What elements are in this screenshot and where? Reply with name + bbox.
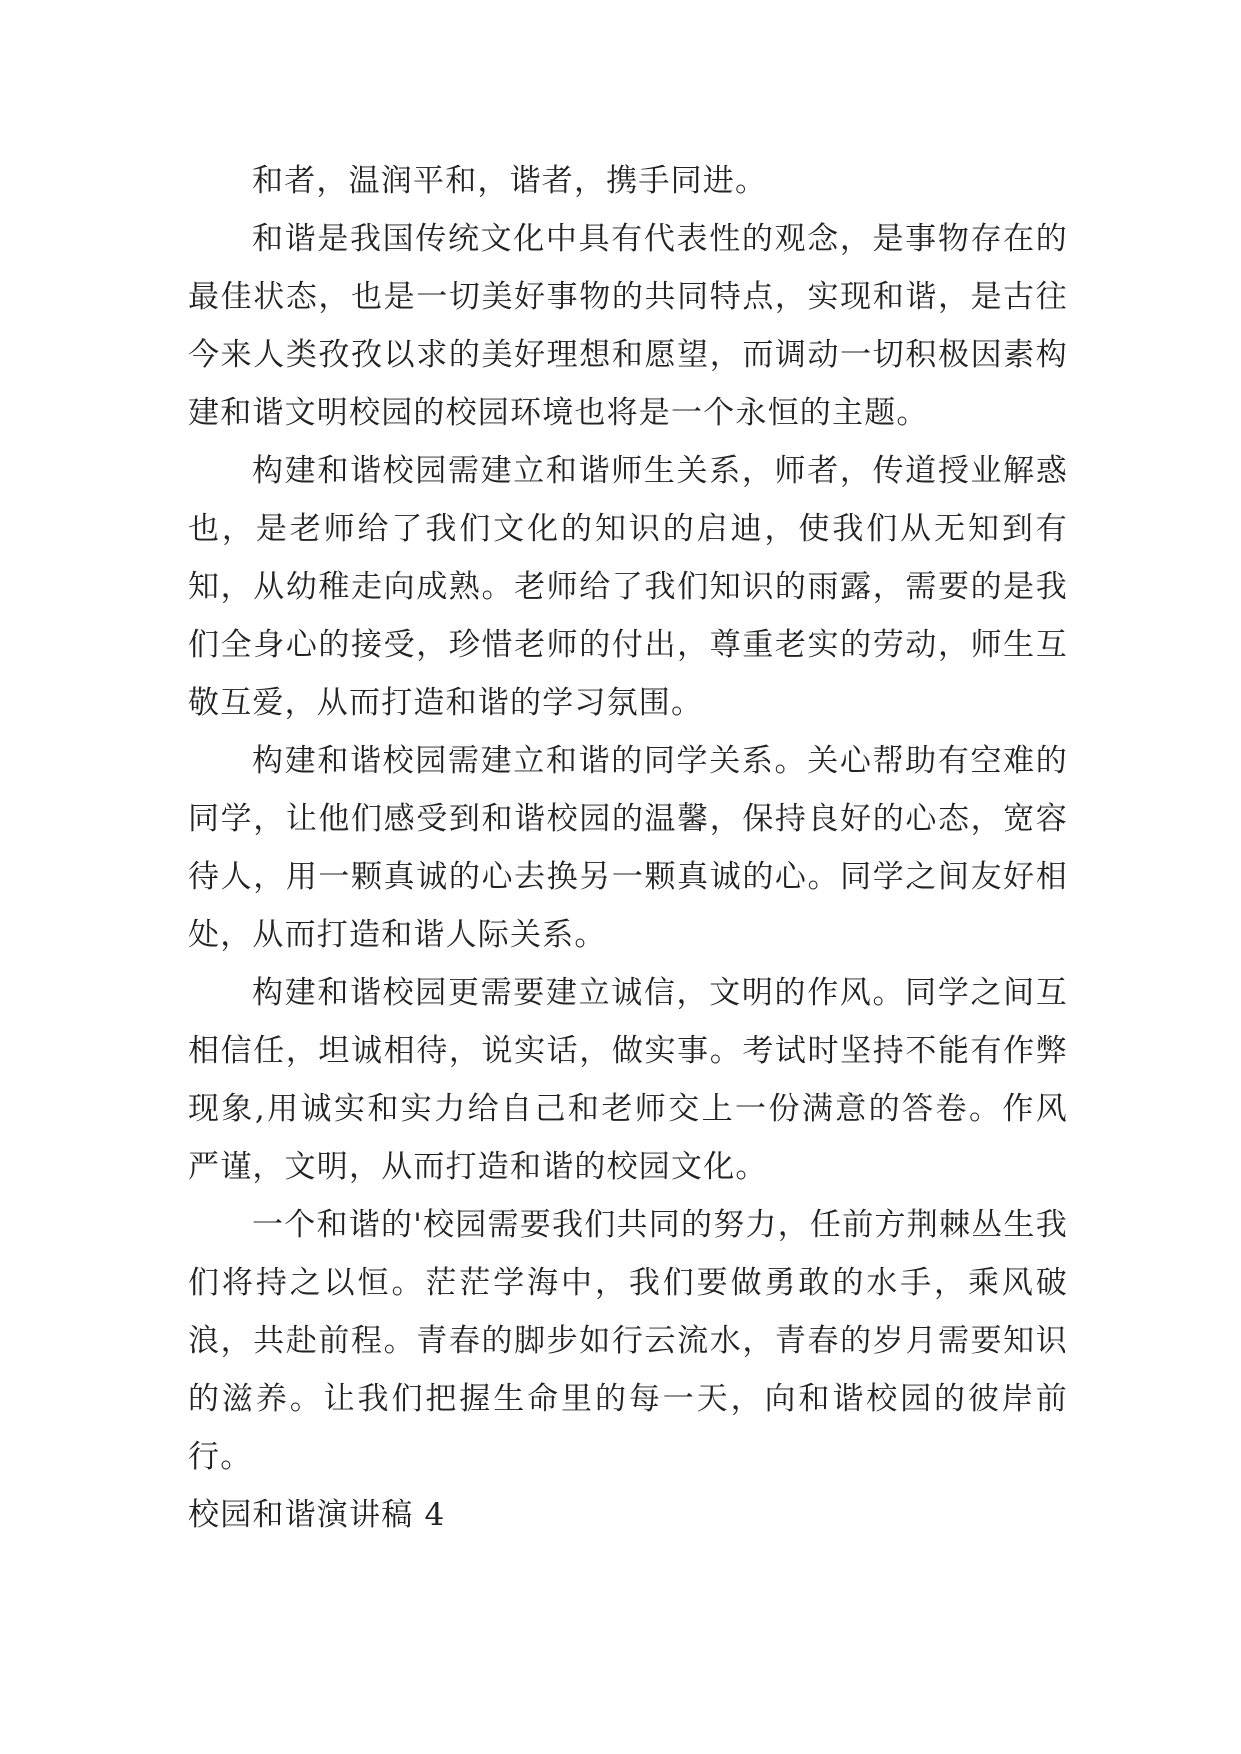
paragraph: 构建和谐校园需建立和谐师生关系，师者，传道授业解惑也，是老师给了我们文化的知识的启迪，使我们从无知到有知，从幼稚走向成熟。老师给了我们知识的雨露，需要的是我们全身心的接受，珍惜老师的付出，尊重老实的劳动，师生互敬互爱，从而打造和谐的学习氛围。 xyxy=(188,453,1068,721)
paragraph: 和谐是我国传统文化中具有代表性的观念，是事物存在的最佳状态，也是一切美好事物的共同特点，实现和谐，是古往今来人类孜孜以求的美好理想和愿望，而调动一切积极因素构建和谐文明校园的校园环境也将是一个永恒的主题。 xyxy=(188,221,1068,431)
document-body xyxy=(188,152,1068,1544)
paragraph: 构建和谐校园更需要建立诚信，文明的作风。同学之间互相信任，坦诚相待，说实话，做实事。考试时坚持不能有作弊现象,用诚实和实力给自己和老师交上一份满意的答卷。作风严谨，文明，从而打造和谐的校园文化。 xyxy=(188,975,1068,1185)
paragraph: 一个和谐的'校园需要我们共同的努力，任前方荆棘丛生我们将持之以恒。茫茫学海中，我们要做勇敢的水手，乘风破浪，共赴前程。青春的脚步如行云流水，青春的岁月需要知识的滋养。让我们把握生命里的每一天，向和谐校园的彼岸前行。 xyxy=(188,1207,1068,1475)
paragraph: 和者，温润平和，谐者，携手同进。 xyxy=(252,163,768,199)
section-heading: 校园和谐演讲稿 4 xyxy=(188,1497,446,1533)
paragraph: 构建和谐校园需建立和谐的同学关系。关心帮助有空难的同学，让他们感受到和谐校园的温馨，保持良好的心态，宽容待人，用一颗真诚的心去换另一颗真诚的心。同学之间友好相处，从而打造和谐人际关系。 xyxy=(188,743,1068,953)
